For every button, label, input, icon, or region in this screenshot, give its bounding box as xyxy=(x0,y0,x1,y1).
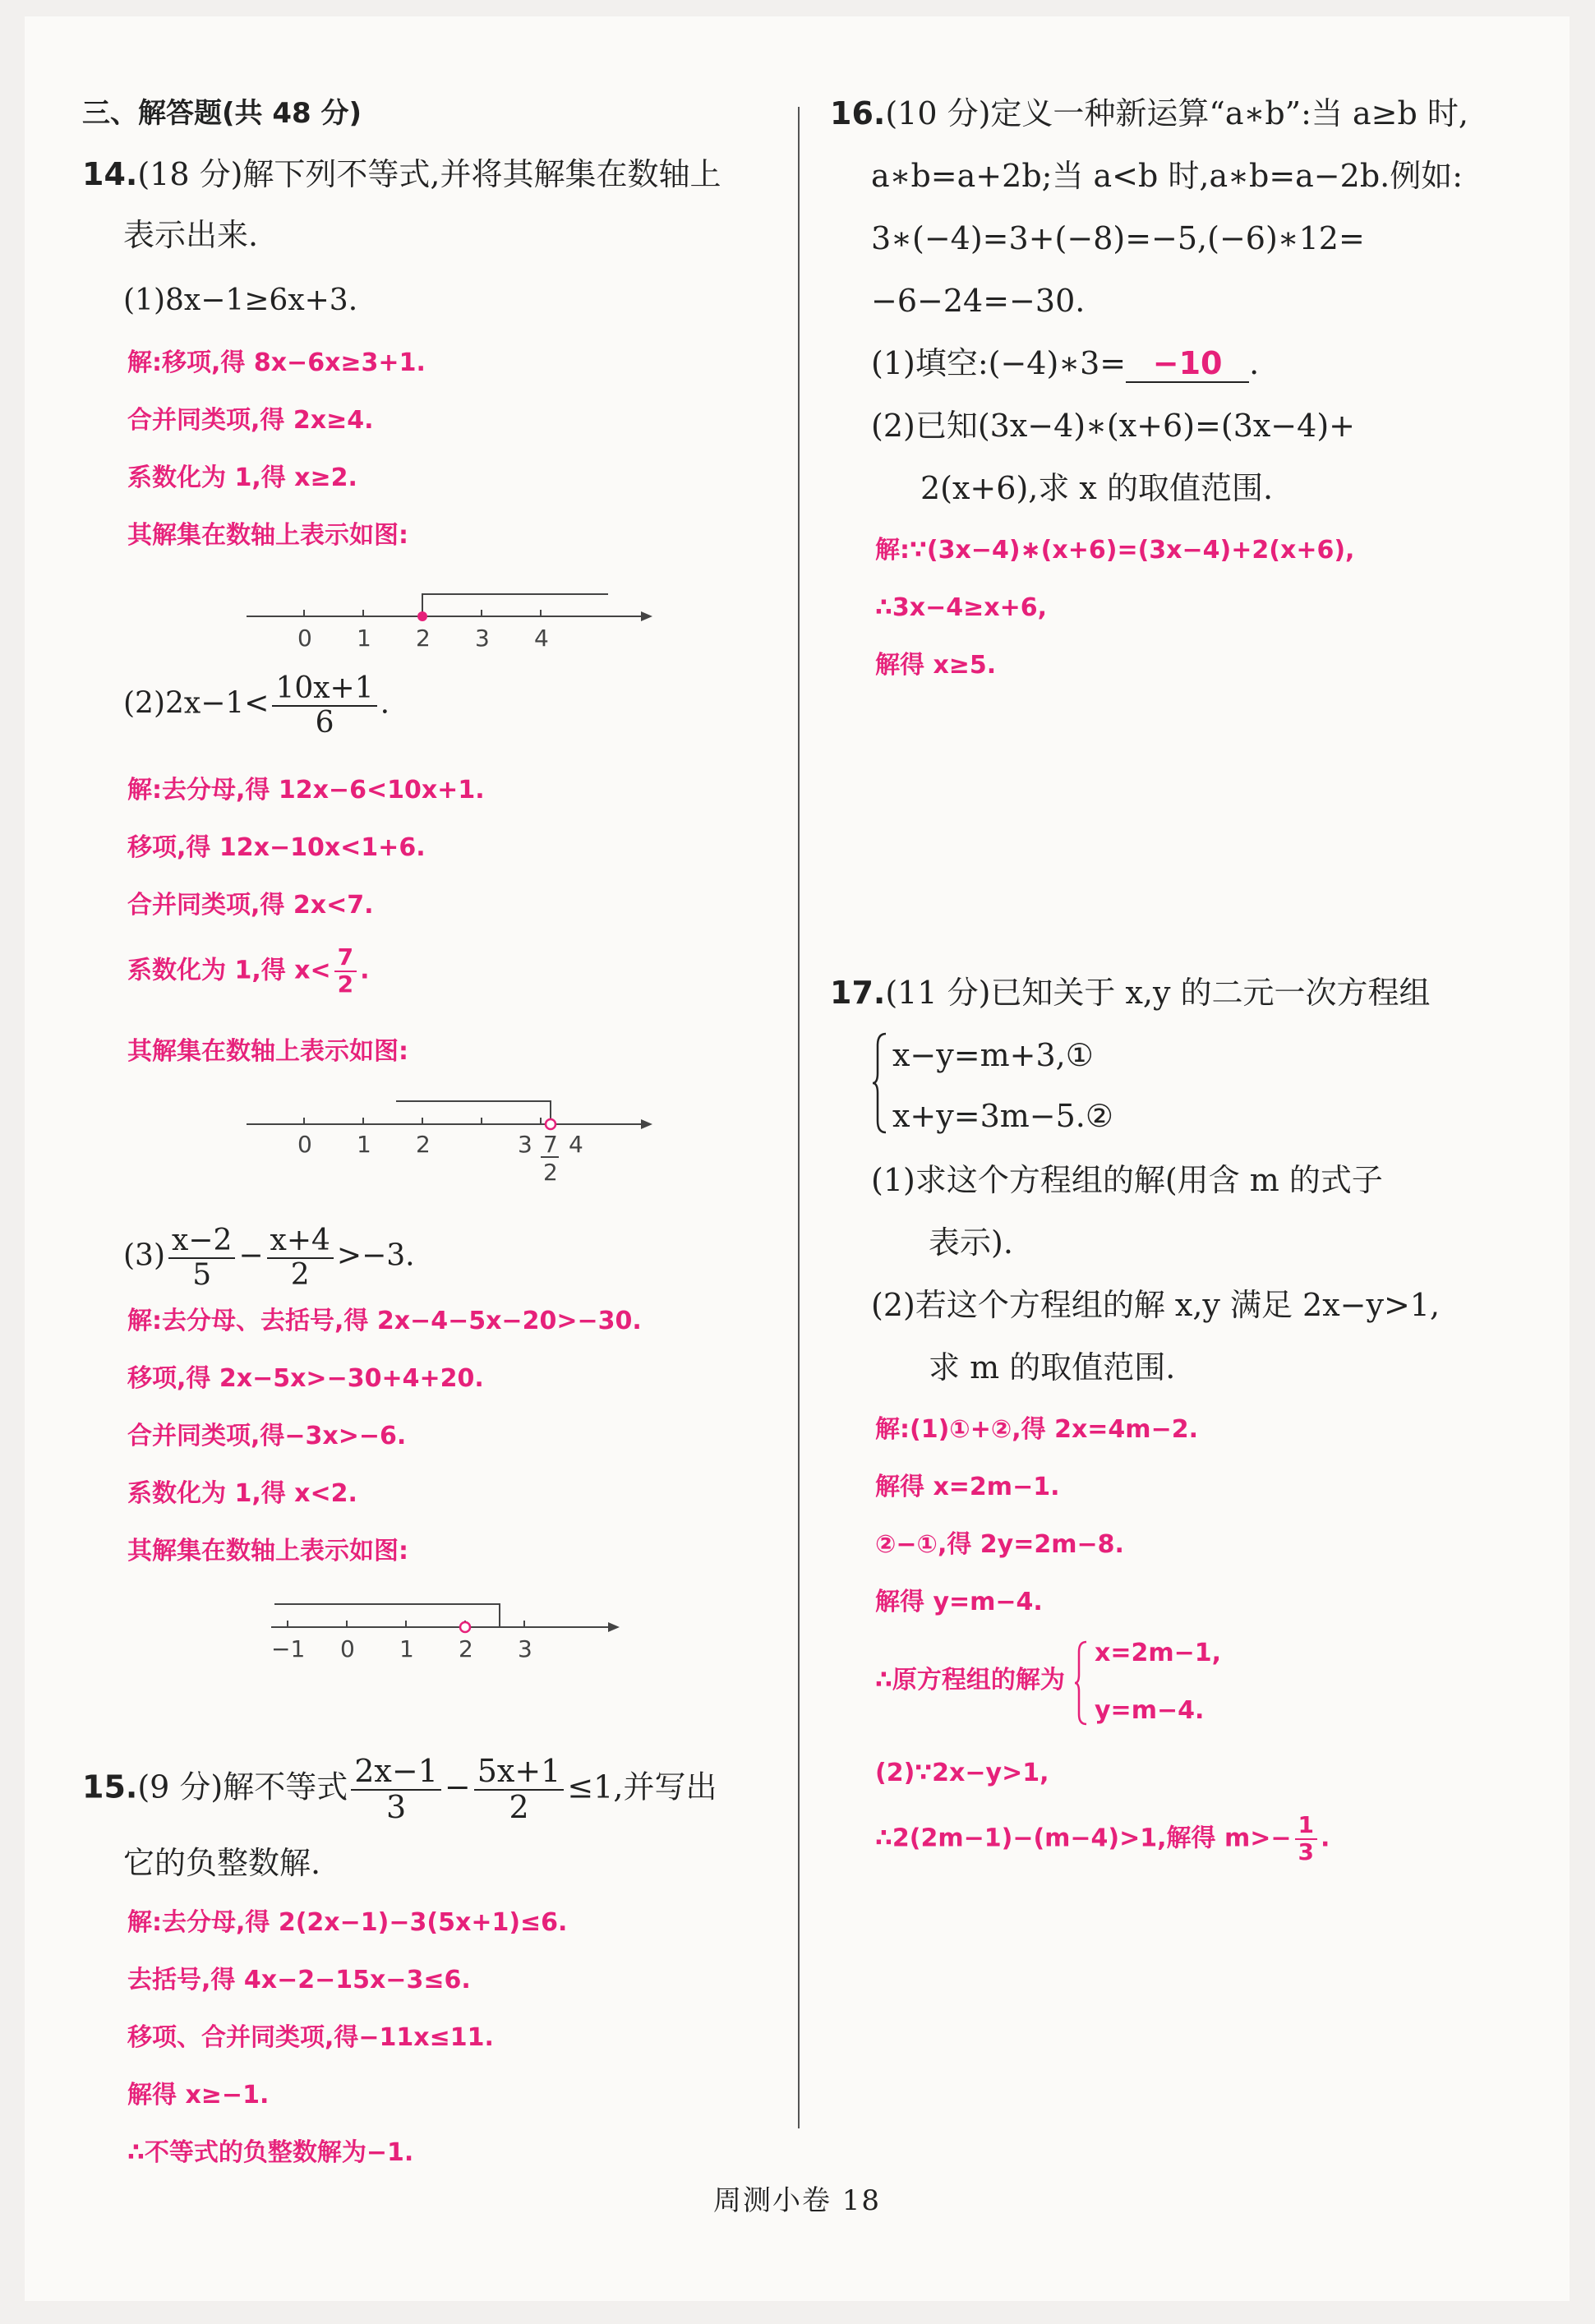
fraction-denominator: 2 xyxy=(509,1788,529,1825)
fraction xyxy=(474,1755,565,1825)
left-brace xyxy=(873,1032,889,1134)
q16-part2-line2: 2(x+6),求 x 的取值范围. xyxy=(920,470,1274,506)
q17-part1-line2: 表示). xyxy=(929,1224,1013,1261)
tick-label: 0 xyxy=(297,625,312,652)
q15-step: 解:去分母,得 2(2x−1)−3(5x+1)≤6. xyxy=(127,1908,568,1937)
minus-sign: − xyxy=(238,1238,264,1273)
q15-suffix: ≤1,并写出 xyxy=(567,1768,717,1805)
q14-p2-step: 解:去分母,得 12x−6<10x+1. xyxy=(127,776,485,805)
open-endpoint xyxy=(546,1119,555,1129)
left-brace xyxy=(1075,1640,1090,1726)
answer-blank xyxy=(1126,345,1249,383)
mark-denominator: 2 xyxy=(543,1159,558,1186)
fraction-denominator: 3 xyxy=(385,1788,407,1825)
q17-part2-line2: 求 m 的取值范围. xyxy=(929,1349,1176,1386)
fraction-numerator: 2x−1 xyxy=(351,1755,441,1791)
q14-stem-line2: 表示出来. xyxy=(123,217,259,253)
q17-solution-y: y=m−4. xyxy=(1095,1696,1205,1725)
fraction-numerator: 10x+1 xyxy=(272,672,376,707)
q14-p2-suffix: . xyxy=(380,686,390,721)
number-line-2 xyxy=(247,1077,657,1200)
tick-label: 2 xyxy=(459,1635,473,1662)
q16-step: ∴3x−4≥x+6, xyxy=(875,593,1048,622)
fraction-numerator: 7 xyxy=(334,945,357,972)
q17-equation-1: x−y=m+3,① xyxy=(892,1037,1094,1073)
q16-line4: −6−24=−30. xyxy=(871,283,1086,319)
q14-p3-step: 合并同类项,得−3x>−6. xyxy=(127,1422,407,1450)
q16-line3: 3∗(−4)=3+(−8)=−5,(−6)∗12= xyxy=(871,220,1365,256)
q15-prefix: (9 分)解不等式 xyxy=(137,1768,348,1805)
q14-p2-step: 移项,得 12x−10x<1+6. xyxy=(127,833,426,862)
q14-p3-step: 其解集在数轴上表示如图: xyxy=(127,1537,408,1565)
q16-step: 解得 x≥5. xyxy=(875,651,997,680)
q17-part2-result xyxy=(875,1813,1330,1865)
fraction xyxy=(1295,1813,1317,1865)
q14-p2-step4 xyxy=(127,945,370,998)
q17-solution-x: x=2m−1, xyxy=(1095,1639,1222,1667)
q17-part2-line1: (2)若这个方程组的解 x,y 满足 2x−y>1, xyxy=(871,1287,1441,1323)
q17-step: ②−①,得 2y=2m−8. xyxy=(875,1530,1124,1559)
solution-bracket xyxy=(422,594,608,616)
fraction-denominator: 2 xyxy=(290,1257,310,1292)
tick-label: 0 xyxy=(297,1131,312,1158)
fraction-denominator: 3 xyxy=(1298,1838,1315,1865)
mark-numerator: 7 xyxy=(543,1131,558,1158)
step-text: 系数化为 1,得 x< xyxy=(127,956,331,985)
tick-label: 0 xyxy=(340,1635,355,1662)
q14-p3-step: 移项,得 2x−5x>−30+4+20. xyxy=(127,1364,484,1393)
q14-p3-step: 解:去分母、去括号,得 2x−4−5x−20>−30. xyxy=(127,1307,642,1335)
column-divider xyxy=(798,107,800,2128)
q15-stem-line1 xyxy=(82,1755,717,1825)
open-endpoint xyxy=(460,1622,470,1632)
q17-line1 xyxy=(830,975,1431,1011)
q16-part2-line1: (2)已知(3x−4)∗(x+6)=(3x−4)+ xyxy=(871,408,1355,444)
q15-step: 去括号,得 4x−2−15x−3≤6. xyxy=(127,1966,471,1994)
tick-label: −1 xyxy=(271,1635,306,1662)
q14-stem-text: (18 分)解下列不等式,并将其解集在数轴上 xyxy=(137,156,721,192)
q17-number: 17. xyxy=(830,975,886,1011)
fraction-numerator: 5x+1 xyxy=(474,1755,565,1791)
q14-part1-label: (1)8x−1≥6x+3. xyxy=(123,284,358,317)
q14-part2-label xyxy=(123,672,390,739)
q14-p1-step: 解:移项,得 8x−6x≥3+1. xyxy=(127,348,426,377)
number-line-1 xyxy=(247,567,657,657)
q16-p1-suffix: . xyxy=(1249,345,1260,381)
minus-sign: − xyxy=(444,1768,471,1805)
closed-endpoint xyxy=(417,611,427,621)
tick-label: 1 xyxy=(357,1131,371,1158)
q16-line1 xyxy=(830,95,1468,131)
q15-step: 移项、合并同类项,得−11x≤11. xyxy=(127,2023,494,2052)
tick-label: 4 xyxy=(569,1131,583,1158)
q17-solution-prefix: ∴原方程组的解为 xyxy=(875,1666,1065,1695)
step-text: . xyxy=(1321,1824,1330,1853)
fraction xyxy=(267,1224,334,1291)
q14-p2-step: 合并同类项,得 2x<7. xyxy=(127,891,374,920)
fraction-numerator: x−2 xyxy=(168,1224,235,1259)
tick-label: 2 xyxy=(416,1131,431,1158)
tick-label: 1 xyxy=(399,1635,414,1662)
q16-number: 16. xyxy=(830,95,886,131)
fraction-numerator: x+4 xyxy=(267,1224,334,1259)
section-title: 三、解答题(共 48 分) xyxy=(82,97,362,130)
q16-p1-prefix: (1)填空:(−4)∗3= xyxy=(871,345,1127,381)
q17-part1-line1: (1)求这个方程组的解(用含 m 的式子 xyxy=(871,1162,1383,1198)
tick-label: 3 xyxy=(475,625,490,652)
step-text: . xyxy=(360,956,370,985)
q14-p3-prefix: (3) xyxy=(123,1238,165,1273)
q16-text: (10 分)定义一种新运算“a∗b”:当 a≥b 时, xyxy=(885,95,1468,131)
solution-bracket xyxy=(396,1101,551,1124)
q17-step: 解得 x=2m−1. xyxy=(875,1473,1060,1501)
fraction-denominator: 5 xyxy=(192,1257,212,1292)
q15-number: 15. xyxy=(82,1768,138,1805)
tick-label: 3 xyxy=(518,1635,532,1662)
tick-label: 1 xyxy=(357,625,371,652)
q17-step: 解:(1)①+②,得 2x=4m−2. xyxy=(875,1415,1198,1444)
q14-p1-step: 系数化为 1,得 x≥2. xyxy=(127,463,357,492)
q16-step: 解:∵(3x−4)∗(x+6)=(3x−4)+2(x+6), xyxy=(875,536,1355,565)
fraction xyxy=(334,945,357,998)
step-text: ∴2(2m−1)−(m−4)>1,解得 m>− xyxy=(875,1824,1292,1853)
tick-label: 4 xyxy=(534,625,549,652)
q17-text: (11 分)已知关于 x,y 的二元一次方程组 xyxy=(885,975,1431,1011)
page-footer: 周测小卷 18 xyxy=(712,2184,882,2217)
fraction xyxy=(168,1224,235,1291)
q15-step: 解得 x≥−1. xyxy=(127,2081,270,2110)
q14-number: 14. xyxy=(82,156,138,192)
q14-p1-step: 其解集在数轴上表示如图: xyxy=(127,521,408,550)
number-line-3 xyxy=(271,1578,633,1668)
fraction xyxy=(272,672,376,739)
q17-equation-2: x+y=3m−5.② xyxy=(892,1098,1113,1134)
fraction xyxy=(351,1755,441,1825)
q15-step: ∴不等式的负整数解为−1. xyxy=(127,2138,414,2167)
answer-blank-value: −10 xyxy=(1152,345,1223,381)
worksheet-page xyxy=(25,16,1570,2301)
q14-p3-suffix: >−3. xyxy=(336,1238,415,1273)
tick-label: 2 xyxy=(416,625,431,652)
fraction-denominator: 2 xyxy=(337,970,354,998)
q16-part1 xyxy=(871,345,1259,383)
tick-label: 3 xyxy=(518,1131,532,1158)
q14-p3-step: 系数化为 1,得 x<2. xyxy=(127,1479,357,1508)
q16-line2: a∗b=a+2b;当 a<b 时,a∗b=a−2b.例如: xyxy=(871,158,1464,194)
fraction-numerator: 1 xyxy=(1295,1813,1317,1840)
q14-part3-label xyxy=(123,1224,415,1291)
fraction-denominator: 6 xyxy=(315,705,334,740)
q14-p2-prefix: (2)2x−1< xyxy=(123,686,270,721)
q14-p2-step: 其解集在数轴上表示如图: xyxy=(127,1037,408,1066)
q17-step: 解得 y=m−4. xyxy=(875,1588,1043,1616)
q17-part2-step: (2)∵2x−y>1, xyxy=(875,1759,1049,1787)
q15-stem-line2: 它的负整数解. xyxy=(123,1845,321,1881)
q14-p1-step: 合并同类项,得 2x≥4. xyxy=(127,406,374,435)
q14-stem-line1 xyxy=(82,156,721,192)
